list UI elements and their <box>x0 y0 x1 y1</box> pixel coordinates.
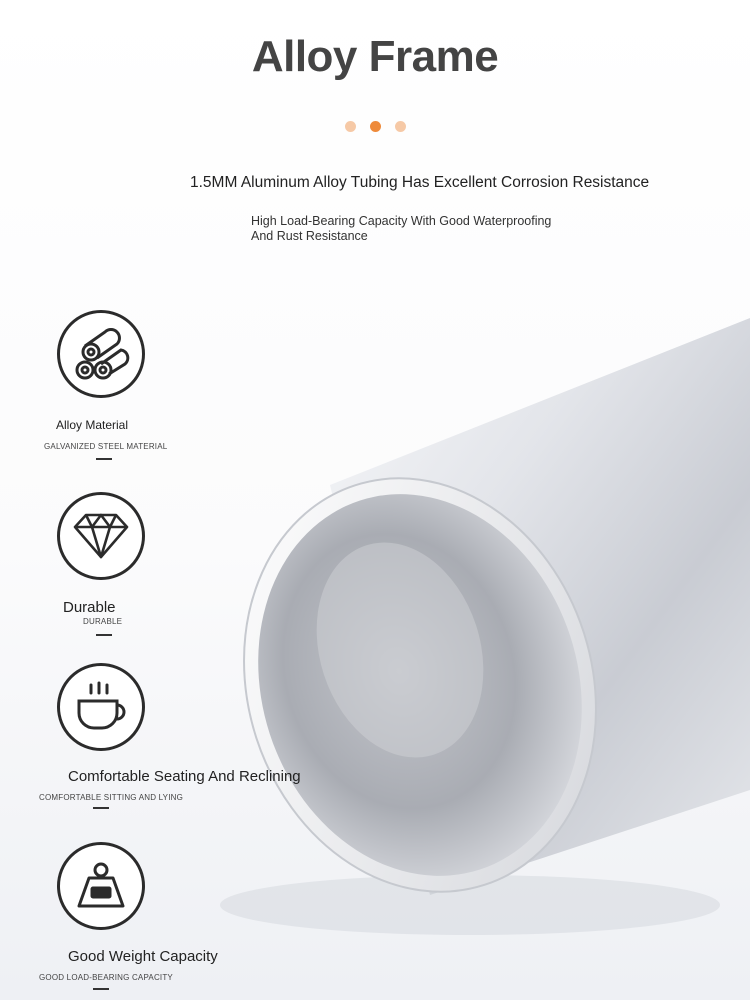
pagination-dot[interactable] <box>395 121 406 132</box>
feature-divider <box>93 807 109 809</box>
feature-title: Comfortable Seating And Reclining <box>68 768 301 785</box>
feature-subtitle: GALVANIZED STEEL MATERIAL <box>44 442 168 451</box>
feature-title: Alloy Material <box>56 418 129 432</box>
feature-title: Good Weight Capacity <box>68 948 218 965</box>
pagination-dots <box>0 121 750 132</box>
feature-divider <box>96 634 112 636</box>
section-description <box>251 214 591 244</box>
section-subtitle: 1.5MM Aluminum Alloy Tubing Has Excellent Corrosion Resistance <box>190 174 650 191</box>
pagination-dot-active[interactable] <box>370 121 381 132</box>
feature-subtitle: COMFORTABLE SITTING AND LYING <box>39 793 184 802</box>
feature-divider <box>96 458 112 460</box>
diamond-icon <box>57 492 145 580</box>
pagination-dot[interactable] <box>345 121 356 132</box>
description-line: High Load-Bearing Capacity With Good Waterproofing <box>251 214 552 228</box>
feature-subtitle: GOOD LOAD-BEARING CAPACITY <box>39 973 173 982</box>
weight-icon <box>57 842 145 930</box>
page-title: Alloy Frame <box>251 32 499 81</box>
pipes-icon <box>57 310 145 398</box>
coffee-cup-icon <box>57 663 145 751</box>
feature-subtitle: DURABLE <box>83 617 123 626</box>
feature-title: Durable <box>63 599 116 616</box>
feature-divider <box>93 988 109 990</box>
description-line: And Rust Resistance <box>251 229 368 243</box>
